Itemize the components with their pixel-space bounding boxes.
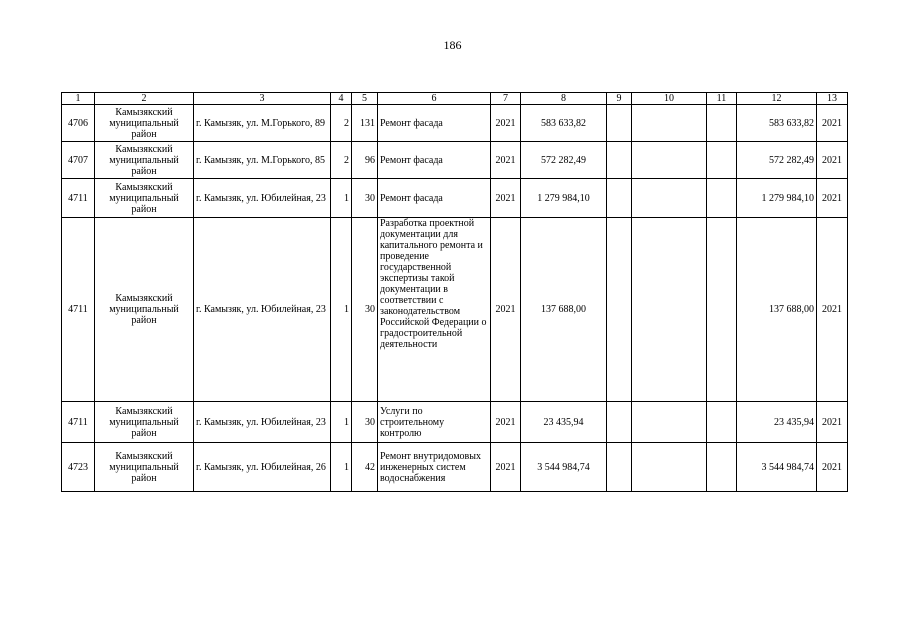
header-cell: 13: [817, 93, 848, 105]
header-cell: 11: [707, 93, 737, 105]
table-row: [62, 402, 848, 443]
col4-cell: 2: [331, 105, 352, 142]
col10-cell: [632, 443, 707, 492]
year-cell: 2021: [491, 218, 521, 402]
work-cell: Ремонт фасада: [378, 105, 491, 142]
header-cell: 8: [521, 93, 607, 105]
work-cell: Ремонт фасада: [378, 142, 491, 179]
district-cell: Камызякский муниципальный район: [95, 105, 194, 142]
col11-cell: [707, 179, 737, 218]
work-cell: Ремонт фасада: [378, 179, 491, 218]
total-cell: 3 544 984,74: [737, 443, 817, 492]
col11-cell: [707, 105, 737, 142]
col4-cell: 1: [331, 443, 352, 492]
col9-cell: [607, 105, 632, 142]
col11-cell: [707, 402, 737, 443]
col9-cell: [607, 443, 632, 492]
total-cell: 23 435,94: [737, 402, 817, 443]
header-row: [62, 93, 848, 105]
amount-cell: 1 279 984,10: [521, 179, 607, 218]
header-cell: 10: [632, 93, 707, 105]
col5-cell: 30: [352, 402, 378, 443]
col10-cell: [632, 218, 707, 402]
header-cell: 4: [331, 93, 352, 105]
col5-cell: 30: [352, 218, 378, 402]
repair-table: [61, 92, 848, 492]
row-id: 4711: [62, 218, 95, 402]
address-cell: г. Камызяк, ул. Юбилейная, 23: [194, 179, 331, 218]
district-cell: Камызякский муниципальный район: [95, 218, 194, 402]
col4-cell: 1: [331, 402, 352, 443]
col5-cell: 96: [352, 142, 378, 179]
col10-cell: [632, 402, 707, 443]
col4-cell: 2: [331, 142, 352, 179]
amount-cell: 583 633,82: [521, 105, 607, 142]
header-cell: 1: [62, 93, 95, 105]
table-row: [62, 218, 848, 402]
header-cell: 9: [607, 93, 632, 105]
col5-cell: 30: [352, 179, 378, 218]
col10-cell: [632, 179, 707, 218]
end-year-cell: 2021: [817, 218, 848, 402]
address-cell: г. Камызяк, ул. Юбилейная, 23: [194, 402, 331, 443]
table-row: [62, 443, 848, 492]
col9-cell: [607, 218, 632, 402]
total-cell: 572 282,49: [737, 142, 817, 179]
end-year-cell: 2021: [817, 402, 848, 443]
year-cell: 2021: [491, 402, 521, 443]
amount-cell: 137 688,00: [521, 218, 607, 402]
amount-cell: 572 282,49: [521, 142, 607, 179]
col5-cell: 42: [352, 443, 378, 492]
col9-cell: [607, 179, 632, 218]
col11-cell: [707, 218, 737, 402]
year-cell: 2021: [491, 179, 521, 218]
row-id: 4706: [62, 105, 95, 142]
row-id: 4711: [62, 179, 95, 218]
year-cell: 2021: [491, 443, 521, 492]
header-cell: 6: [378, 93, 491, 105]
work-cell: Разработка проектной документации для капитального ремонта и проведение государственной экспертизы такой документации в соответствии с законодательством Российской Федерации о градостроительной деятельности: [378, 218, 491, 402]
header-cell: 3: [194, 93, 331, 105]
year-cell: 2021: [491, 105, 521, 142]
work-cell: Услуги по строительному контролю: [378, 402, 491, 443]
col11-cell: [707, 142, 737, 179]
col5-cell: 131: [352, 105, 378, 142]
col9-cell: [607, 402, 632, 443]
end-year-cell: 2021: [817, 179, 848, 218]
district-cell: Камызякский муниципальный район: [95, 443, 194, 492]
row-id: 4707: [62, 142, 95, 179]
district-cell: Камызякский муниципальный район: [95, 179, 194, 218]
col4-cell: 1: [331, 179, 352, 218]
district-cell: Камызякский муниципальный район: [95, 142, 194, 179]
page-number: 186: [443, 38, 462, 52]
header-cell: 5: [352, 93, 378, 105]
col9-cell: [607, 142, 632, 179]
col10-cell: [632, 105, 707, 142]
header-cell: 7: [491, 93, 521, 105]
end-year-cell: 2021: [817, 142, 848, 179]
end-year-cell: 2021: [817, 443, 848, 492]
total-cell: 137 688,00: [737, 218, 817, 402]
address-cell: г. Камызяк, ул. Юбилейная, 26: [194, 443, 331, 492]
end-year-cell: 2021: [817, 105, 848, 142]
row-id: 4723: [62, 443, 95, 492]
total-cell: 583 633,82: [737, 105, 817, 142]
row-id: 4711: [62, 402, 95, 443]
col10-cell: [632, 142, 707, 179]
total-cell: 1 279 984,10: [737, 179, 817, 218]
address-cell: г. Камызяк, ул. М.Горького, 85: [194, 142, 331, 179]
year-cell: 2021: [491, 142, 521, 179]
col4-cell: 1: [331, 218, 352, 402]
table-row: [62, 179, 848, 218]
district-cell: Камызякский муниципальный район: [95, 402, 194, 443]
table-row: [62, 142, 848, 179]
table-row: [62, 105, 848, 142]
amount-cell: 23 435,94: [521, 402, 607, 443]
header-cell: 12: [737, 93, 817, 105]
address-cell: г. Камызяк, ул. М.Горького, 89: [194, 105, 331, 142]
col11-cell: [707, 443, 737, 492]
header-cell: 2: [95, 93, 194, 105]
amount-cell: 3 544 984,74: [521, 443, 607, 492]
work-cell: Ремонт внутридомовых инженерных систем водоснабжения: [378, 443, 491, 492]
address-cell: г. Камызяк, ул. Юбилейная, 23: [194, 218, 331, 402]
